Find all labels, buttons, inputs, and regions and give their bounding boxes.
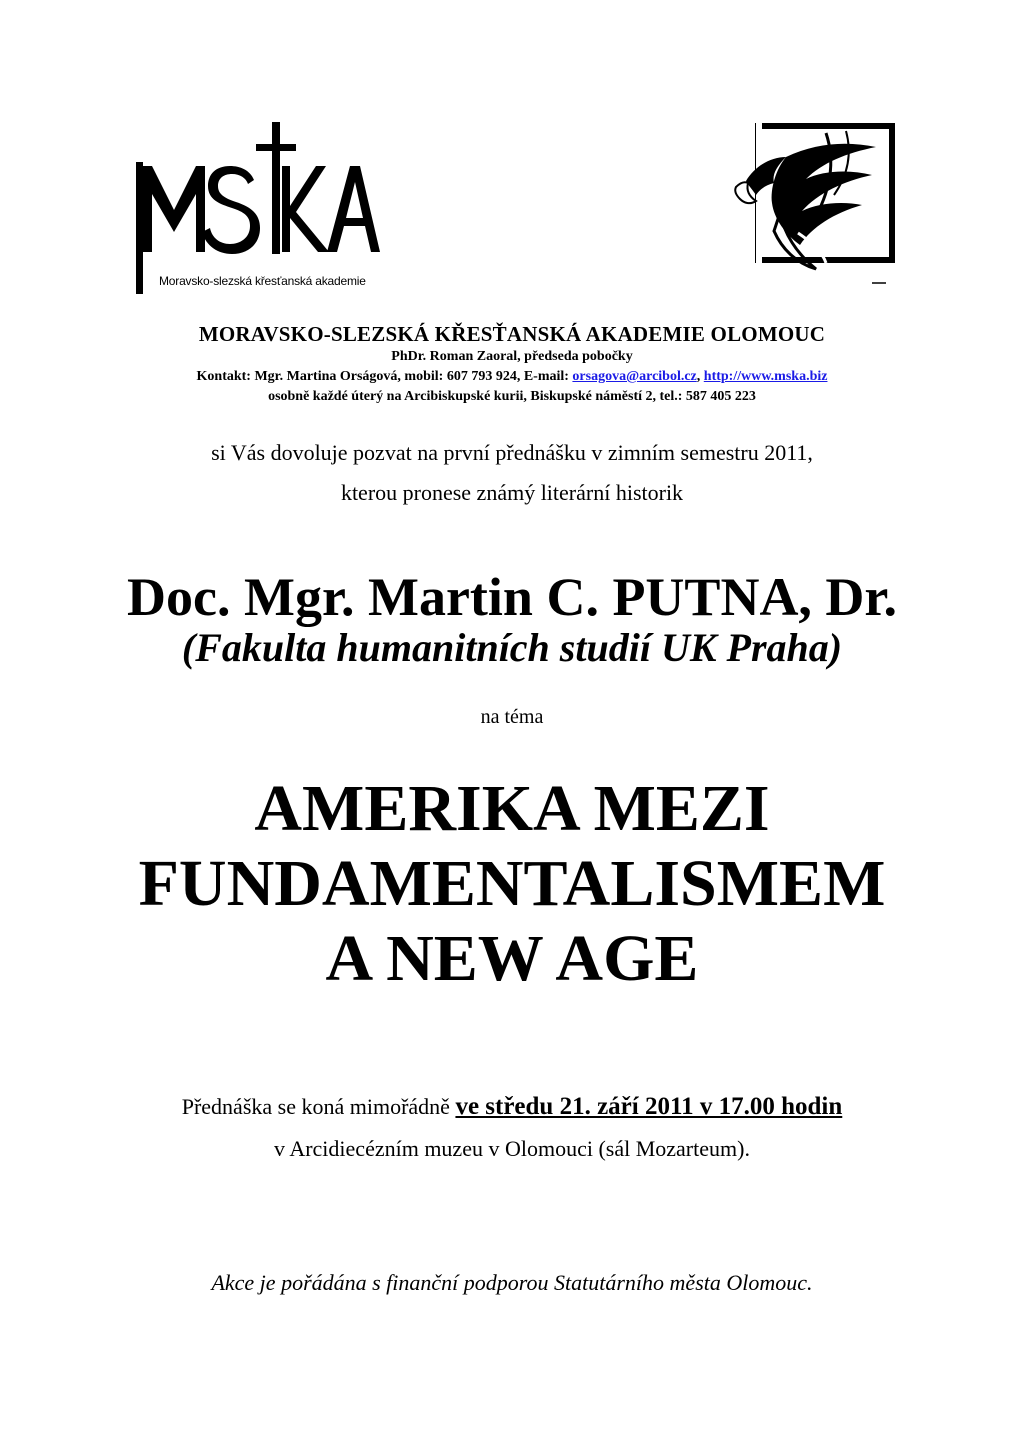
email-link[interactable]: orsagova@arcibol.cz <box>572 369 697 384</box>
mska-logo-mark <box>122 122 380 294</box>
contact-prefix: Kontakt: Mgr. Martina Orságová, mobil: 607 793 924, E-mail: <box>196 369 573 384</box>
lecture-venue: v Arcidiecézním muzeu v Olomouci (sál Mozarteum). <box>274 1136 750 1161</box>
lecture-title-line-1: AMERIKA MEZI <box>254 772 770 845</box>
speaker-name: Doc. Mgr. Martin C. PUTNA, Dr. <box>127 567 897 627</box>
invitation-line-1: si Vás dovoluje pozvat na první přednášku v zimním semestru 2011, <box>211 440 813 465</box>
figure-drawing-icon <box>726 123 896 293</box>
funding-note: Akce je pořádána s finanční podporou Statutárního města Olomouc. <box>211 1270 813 1295</box>
lecture-date-time: ve středu 21. září 2011 v 17.00 hodin <box>455 1093 843 1120</box>
topic-label: na téma <box>480 706 544 728</box>
website-link[interactable]: http://www.mska.biz <box>703 369 828 384</box>
logo-caption: Moravsko-slezská křesťanská akademie <box>159 274 366 288</box>
invitation-line-2: kterou pronese známý literární historik <box>340 480 684 505</box>
lecture-title-line-2: FUNDAMENTALISMEM <box>138 847 886 920</box>
mska-logo <box>122 122 380 294</box>
lecture-date-line <box>0 1093 1024 1121</box>
chairman-line: PhDr. Roman Zaoral, předseda pobočky <box>391 349 633 364</box>
organization-name: MORAVSKO-SLEZSKÁ KŘESŤANSKÁ AKADEMIE OLOMOUC <box>198 322 826 346</box>
lecture-title-line-3: A NEW AGE <box>325 922 699 995</box>
contact-line <box>0 369 1024 385</box>
speaker-affiliation: (Fakulta humanitních studií UK Praha) <box>181 625 843 670</box>
contact-separator: , <box>696 369 704 384</box>
lecture-date-prefix: Přednáška se koná mimořádně <box>181 1094 456 1119</box>
figure-drawing-logo <box>726 123 896 293</box>
office-hours-line: osobně každé úterý na Arcibiskupské kurii, Biskupské náměstí 2, tel.: 587 405 223 <box>268 389 756 404</box>
